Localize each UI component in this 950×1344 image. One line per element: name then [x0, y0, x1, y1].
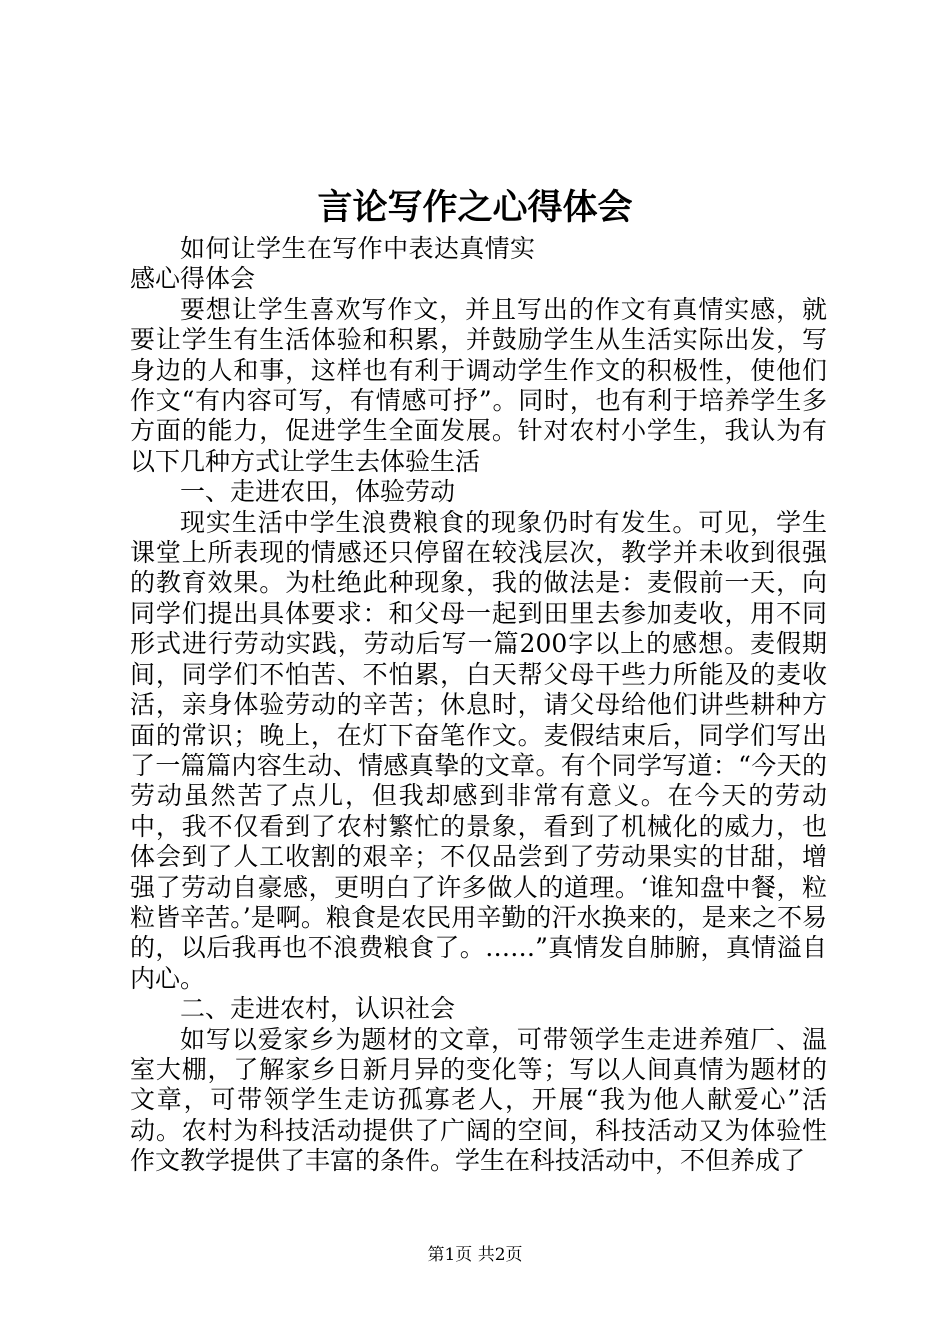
section-heading-1: 一、走进农田，体验劳动 — [180, 477, 456, 507]
intro-paragraph: 要想让学生喜欢写作文，并且写出的作文有真情实感，就要让学生有生活体验和积累，并鼓励学生从生活实际出发，写身边的人和事，这样也有利于调动学生作文的积极性，使他们作文“有内容可写，有情感可抒”。同时，也有利于培养学生多方面的能力，促进学生全面发展。针对农村小学生，我认为有以下几种方式让学生去体验生活 — [130, 294, 827, 476]
section-heading-2: 二、走进农村，认识社会 — [180, 994, 456, 1024]
page-footer: 第1页 共2页 — [427, 1245, 523, 1265]
document-body — [130, 234, 827, 1177]
section-paragraph-1: 现实生活中学生浪费粮食的现象仍时有发生。可见，学生课堂上所表现的情感还只停留在较浅层次，教学并未收到很强的教育效果。为杜绝此种现象，我的做法是：麦假前一天，向同学们提出具体要求：和父母一起到田里去参加麦收，用不同形式进行劳动实践，劳动后写一篇200字以上的感想。麦假期间，同学们不怕苦、不怕累，白天帮父母干些力所能及的麦收活，亲身体验劳动的辛苦；休息时，请父母给他们讲些耕种方面的常识；晚上，在灯下奋笔作文。麦假结束后，同学们写出了一篇篇内容生动、情感真挚的文章。有个同学写道：“今天的劳动虽然苦了点儿，但我却感到非常有意义。在今天的劳动中，我不仅看到了农村繁忙的景象，看到了机械化的威力，也体会到了人工收割的艰辛；不仅品尝到了劳动果实的甘甜，增强了劳动自豪感，更明白了许多做人的道理。‘谁知盘中餐，粒粒皆辛苦。’是啊。粮食是农民用辛勤的汗水换来的，是来之不易的，以后我再也不浪费粮食了。……”真情发自肺腑，真情溢自内心。 — [130, 507, 827, 993]
subtitle-paragraph: 如何让学生在写作中表达真情实感心得体会 — [130, 234, 535, 294]
document-title: 言论写作之心得体会 — [317, 187, 633, 228]
section-paragraph-2: 如写以爱家乡为题材的文章，可带领学生走进养殖厂、温室大棚，了解家乡日新月异的变化等；写以人间真情为题材的文章，可带领学生走访孤寡老人，开展“我为他人献爱心”活动。农村为科技活动提供了广阔的空间，科技活动又为体验性作文教学提供了丰富的条件。学生在科技活动中，不但养成了 — [130, 1024, 827, 1176]
